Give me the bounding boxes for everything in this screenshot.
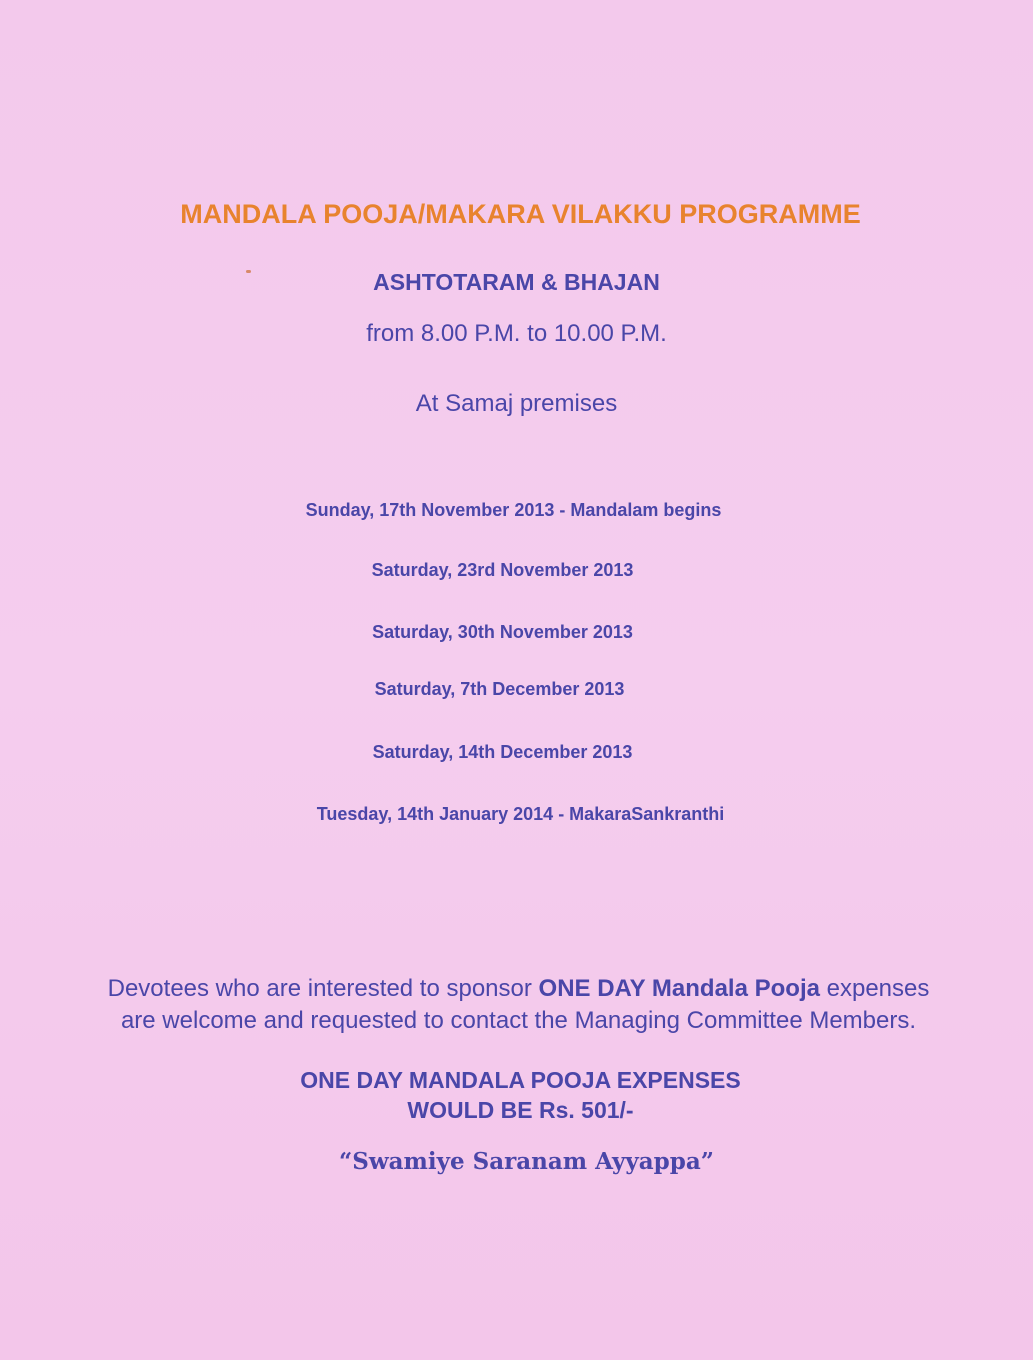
date-item: Sunday, 17th November 2013 - Mandalam begins [305,500,722,520]
sponsor-line-2: are welcome and requested to contact the Managing Committee Members. [120,1007,917,1034]
programme-subheading: ASHTOTARAM & BHAJAN [373,269,660,295]
programme-heading: MANDALA POOJA/MAKARA VILAKKU PROGRAMME [180,199,861,229]
programme-time: from 8.00 P.M. to 10.00 P.M. [366,320,667,347]
expenses-line-2: WOULD BE Rs. 501/- [407,1097,634,1123]
date-item: Saturday, 23rd November 2013 [371,560,634,580]
date-item: Saturday, 30th November 2013 [372,622,633,642]
programme-venue: At Samaj premises [415,390,618,417]
mantra-text: “Swamiye Saranam Ayyappa” [339,1148,714,1175]
sponsor-line-1-suffix: expenses [819,975,930,1002]
date-item: Tuesday, 14th January 2014 - MakaraSankranthi [316,804,725,824]
expenses-line-1: ONE DAY MANDALA POOJA EXPENSES [300,1067,741,1093]
sponsor-line-1-prefix: Devotees who are interested to sponsor [107,975,539,1002]
sponsor-line-1-bold: ONE DAY Mandala Pooja [538,975,820,1002]
expenses-note [4,1065,1033,1125]
date-item: Saturday, 7th December 2013 [374,679,625,699]
date-item: Saturday, 14th December 2013 [372,742,633,762]
sponsor-line-1 [2,973,1033,1005]
sponsor-paragraph [2,973,1033,1037]
